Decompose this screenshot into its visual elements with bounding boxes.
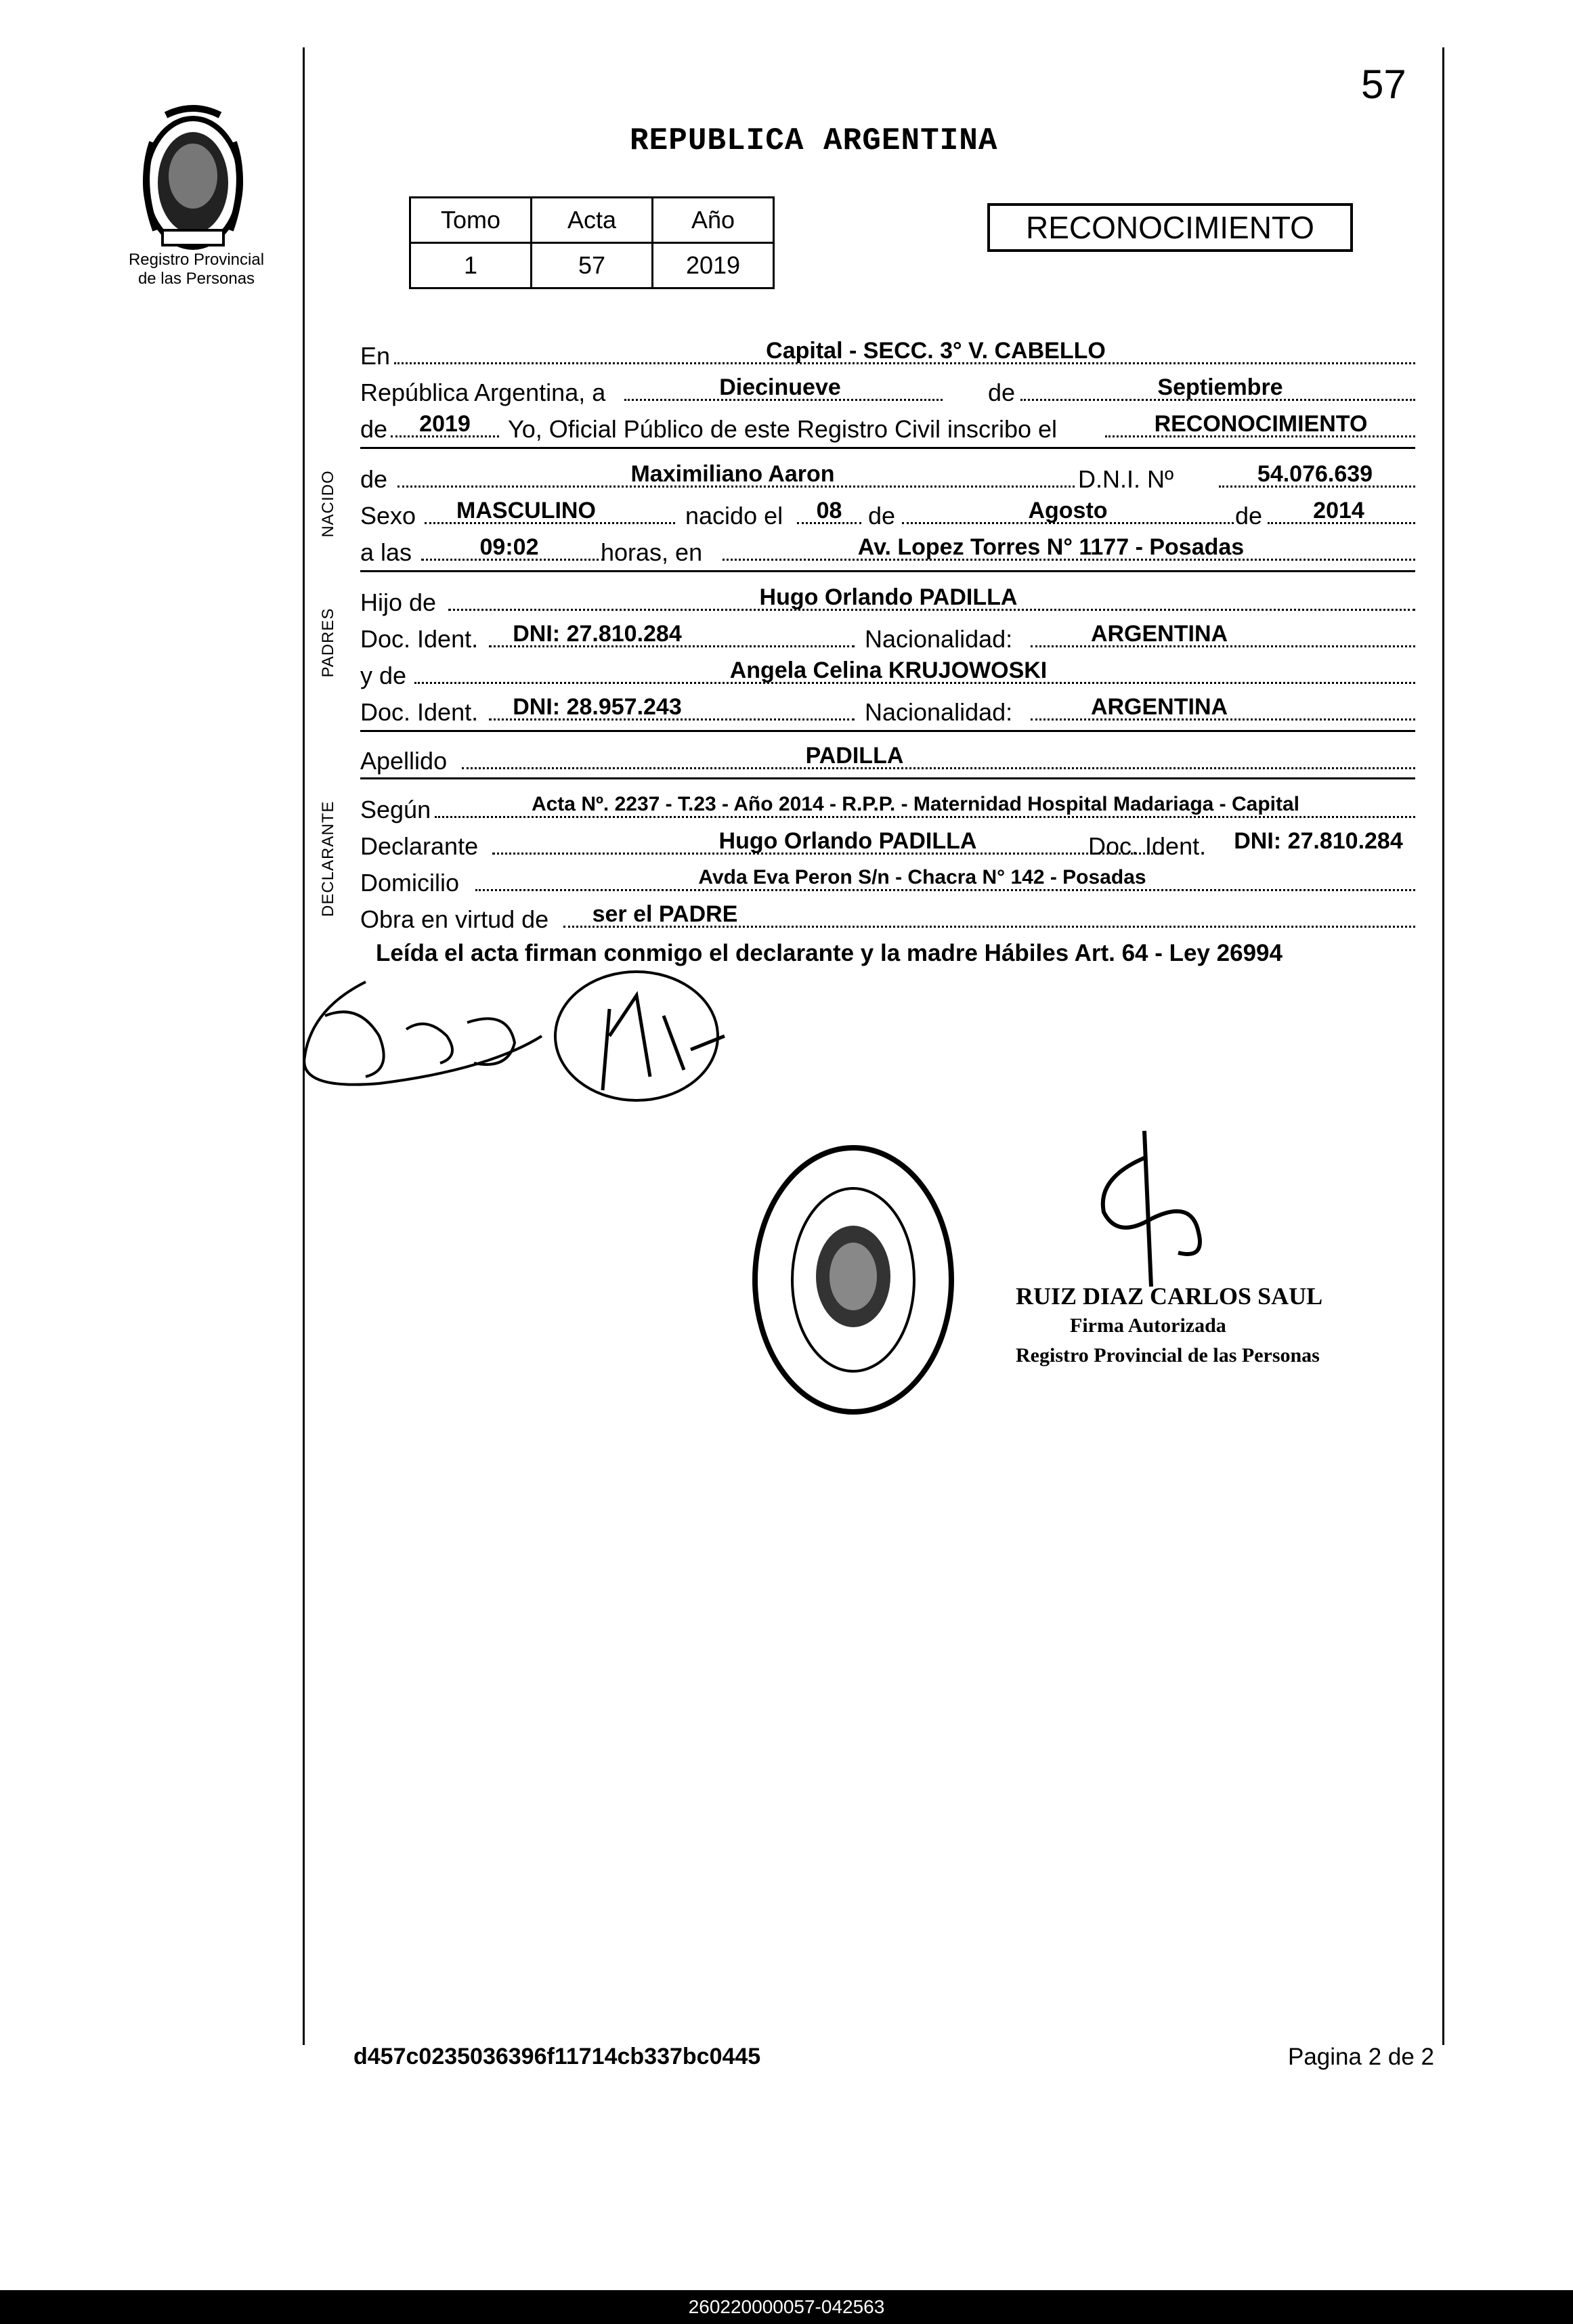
madre-nac-value: ARGENTINA: [1090, 694, 1228, 720]
dni-value: 54.076.639: [1257, 461, 1373, 487]
lugar-value: Av. Lopez Torres N° 1177 - Posadas: [857, 534, 1245, 560]
alas-label: a las: [360, 538, 412, 566]
officer-block: [1016, 1281, 1322, 1371]
logo-caption-line2: de las Personas: [137, 270, 255, 288]
document-title-text: REPUBLICA ARGENTINA: [630, 123, 998, 158]
registry-value-acta: 57: [532, 243, 653, 288]
de2-label: de: [360, 415, 388, 443]
mes-value: Septiembre: [1157, 374, 1283, 400]
de4-label: de: [868, 502, 896, 530]
sexo-label: Sexo: [360, 502, 416, 530]
row-declarante: [360, 822, 1415, 860]
inscribe-value: RECONOCIMIENTO: [1154, 411, 1368, 437]
row-padre: [360, 578, 1415, 616]
row-obra: [360, 895, 1415, 933]
row-domicilio: [360, 859, 1415, 897]
side-label-padres: PADRES: [319, 607, 337, 678]
declarante-label: Declarante: [360, 832, 479, 860]
officer-registry: Registro Provincial de las Personas: [1016, 1344, 1320, 1367]
row-en: [360, 332, 1415, 370]
domicilio-value: Avda Eva Peron S/n - Chacra N° 142 - Posadas: [698, 866, 1146, 888]
registry-header-acta: Acta: [532, 198, 653, 243]
doc2-label: Doc. Ident.: [360, 698, 479, 726]
misiones-seal-logo: [125, 102, 261, 257]
apellido-value: PADILLA: [805, 743, 904, 769]
registry-table-value-row: [410, 243, 774, 288]
row-apellido: [360, 737, 1415, 775]
official-stamp: [745, 1138, 968, 1436]
domicilio-label: Domicilio: [360, 869, 460, 897]
row-anio: [360, 405, 1415, 443]
document-hash: d457c0235036396f11714cb337bc0445: [353, 2044, 761, 2069]
apellido-label: Apellido: [360, 747, 448, 775]
row-padre-doc: [360, 615, 1415, 653]
declarante-doc-value: DNI: 27.810.284: [1234, 828, 1403, 854]
row-hora-lugar: [360, 528, 1415, 566]
yde-label: y de: [360, 662, 407, 689]
registry-header-anio: Año: [653, 198, 774, 243]
record-type-box: RECONOCIMIENTO: [987, 203, 1353, 252]
segun-value: Acta Nº. 2237 - T.23 - Año 2014 - R.P.P. - Maternidad Hospital Madariaga - Capital: [531, 793, 1300, 815]
logo-caption: [102, 251, 291, 288]
nacido-label: nacido el: [685, 502, 783, 530]
hijo-label: Hijo de: [360, 588, 437, 616]
officer-name: RUIZ DIAZ CARLOS SAUL: [1016, 1283, 1323, 1310]
padre-doc-value: DNI: 27.810.284: [513, 621, 682, 647]
nac-anio-value: 2014: [1313, 498, 1364, 523]
declarante-value: Hugo Orlando PADILLA: [718, 828, 977, 854]
segun-label: Según: [360, 796, 431, 823]
page-number: 57: [1361, 62, 1406, 107]
dia-value: Diecinueve: [719, 374, 841, 400]
nac2-label: Nacionalidad:: [865, 698, 1013, 726]
madre-doc-value: DNI: 28.957.243: [513, 694, 682, 720]
dni-label: D.N.I. Nº: [1078, 465, 1174, 493]
nac1-label: Nacionalidad:: [865, 625, 1013, 653]
row-madre-doc: [360, 688, 1415, 726]
row-segun: [360, 786, 1415, 823]
separator: [360, 447, 1415, 449]
registry-value-tomo: 1: [410, 243, 532, 288]
separator: [360, 570, 1415, 572]
side-label-declarante: DECLARANTE: [319, 800, 337, 917]
anio-value: 2019: [419, 411, 471, 437]
registry-table-header-row: [410, 198, 774, 243]
separator: [360, 777, 1415, 779]
row-nombre: [360, 455, 1415, 493]
doc3-label: Doc. Ident.: [1088, 832, 1207, 860]
registry-value-anio: 2019: [653, 243, 774, 288]
horas-label: horas, en: [601, 538, 703, 566]
en-label: En: [360, 342, 391, 370]
hora-value: 09:02: [479, 534, 539, 560]
de3-label: de: [360, 465, 388, 493]
barcode-strip: 260220000057-042563: [0, 2290, 1573, 2324]
right-margin-rule: [1442, 47, 1444, 2045]
sexo-value: MASCULINO: [456, 498, 596, 523]
registry-header-tomo: Tomo: [410, 198, 532, 243]
en-value: Capital - SECC. 3° V. CABELLO: [766, 338, 1106, 364]
obra-label: Obra en virtud de: [360, 905, 549, 933]
de5-label: de: [1235, 502, 1263, 530]
registry-table: [409, 196, 775, 289]
padre-nac-value: ARGENTINA: [1090, 621, 1228, 647]
nac-dia-value: 08: [816, 498, 842, 523]
padre-value: Hugo Orlando PADILLA: [759, 584, 1018, 610]
oficial-text: Yo, Oficial Público de este Registro Civil inscribo el: [508, 415, 1058, 443]
separator: [360, 730, 1415, 732]
logo-caption-line1: Registro Provincial: [128, 251, 265, 269]
officer-role: Firma Autorizada: [1070, 1314, 1226, 1337]
obra-value: ser el PADRE: [592, 901, 738, 927]
page-indicator: Pagina 2 de 2: [1288, 2044, 1435, 2070]
republica-label: República Argentina, a: [360, 379, 606, 406]
nombre-value: Maximiliano Aaron: [630, 461, 835, 487]
de-label: de: [988, 379, 1016, 406]
madre-value: Angela Celina KRUJOWOSKI: [729, 658, 1048, 683]
row-fecha: [360, 368, 1415, 406]
closing-statement: Leída el acta firman conmigo el declarante y la madre Hábiles Art. 64 - Ley 26994: [376, 940, 1283, 966]
declarant-signature: [284, 955, 758, 1104]
doc1-label: Doc. Ident.: [360, 625, 479, 653]
nac-mes-value: Agosto: [1028, 498, 1108, 523]
row-madre: [360, 651, 1415, 689]
side-label-nacido: NACIDO: [319, 470, 337, 538]
row-sexo: [360, 492, 1415, 530]
